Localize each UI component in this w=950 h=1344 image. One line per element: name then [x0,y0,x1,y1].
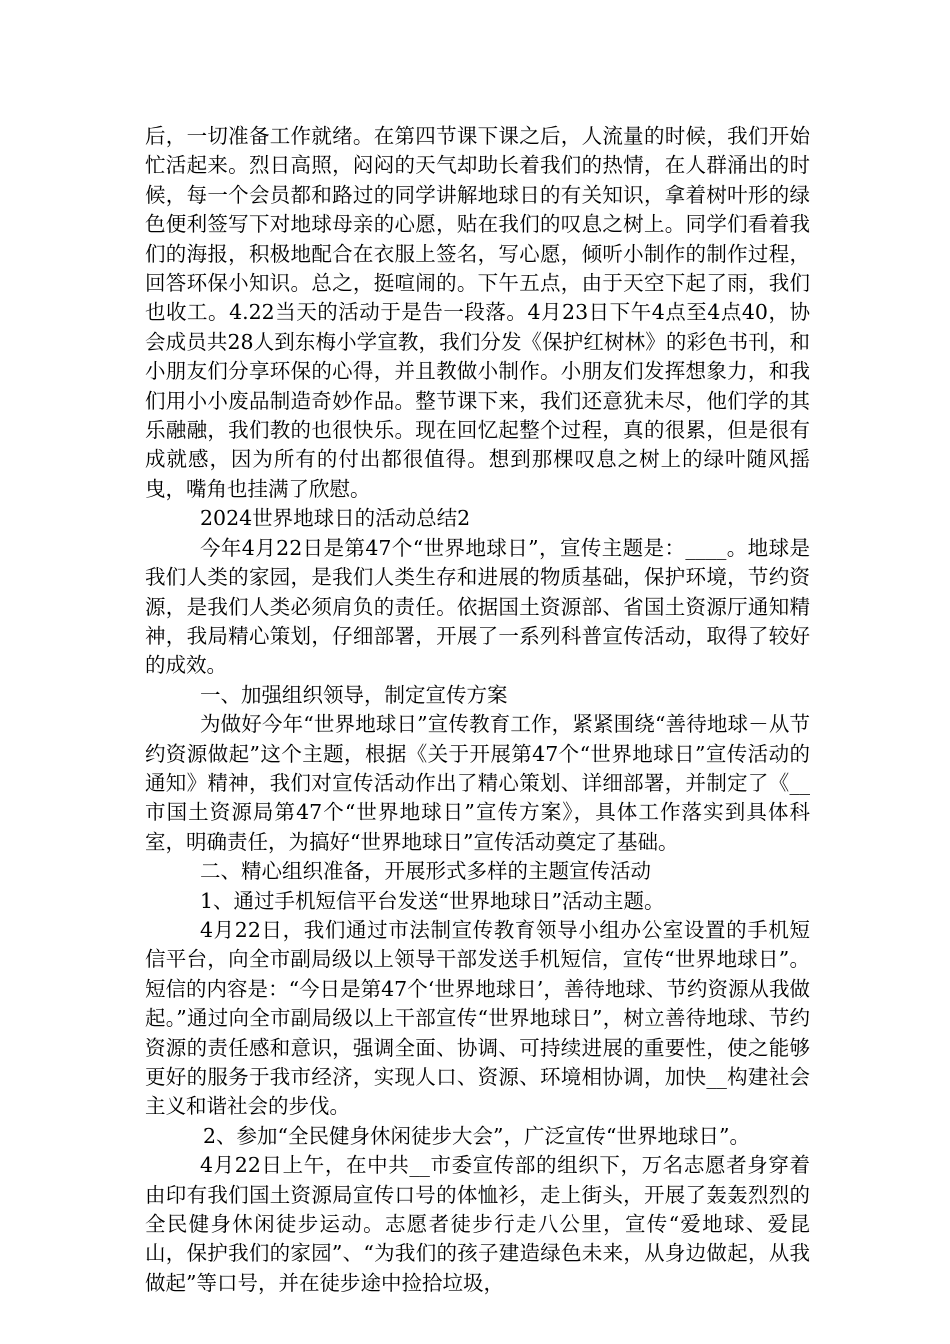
paragraph-publicity-plan: 为做好今年“世界地球日”宣传教育工作，紧紧围绕“善待地球－从节约资源做起”这个主题，根据《关于开展第47个“世界地球日”宣传活动的通知》精神，我们对宣传活动作出了精心策划、详细部署，并制定了《__市国土资源局第47个“世界地球日”宣传方案》，具体工作落实到具体科室，明确责任，为搞好“世界地球日”宣传活动奠定了基础。 [145,712,810,854]
section-title-summary-2: 2024世界地球日的活动总结2 [200,506,471,531]
paragraph-sms-details: 4月22日，我们通过市法制宣传教育领导小组办公室设置的手机短信平台，向全市副局级以上领导干部发送手机短信，宣传“世界地球日”。短信的内容是：“今日是第47个‘世界地球日’，善待地球、节约资源从我做起。”通过向全市副局级以上干部宣传“世界地球日”，树立善待地球、节约资源的责任感和意识，强调全面、协调、可持续进展的重要性，使之能够更好的服务于我市经济，实现人口、资源、环境相协调，加快__构建社会主义和谐社会的步伐。 [145,917,810,1119]
heading-organization-leadership: 一、加强组织领导，制定宣传方案 [200,682,508,707]
document-body [145,122,810,1298]
subheading-hiking-event: 2、参加“全民健身休闲徒步大会”，广泛宣传“世界地球日”。 [203,1123,750,1148]
heading-theme-activities: 二、精心组织准备，开展形式多样的主题宣传活动 [200,859,651,884]
paragraph-hiking-details: 4月22日上午，在中共__市委宣传部的组织下，万名志愿者身穿着由印有我们国土资源局宣传口号的体恤衫，走上街头，开展了轰轰烈烈的全民健身休闲徒步运动。志愿者徒步行走八公里，宣传“爱地球、爱昆山，保护我们的家园”、“为我们的孩子建造绿色未来，从身边做起，从我做起”等口号，并在徒步途中捡拾垃圾， [145,1153,810,1295]
subheading-sms-platform: 1、通过手机短信平台发送“世界地球日”活动主题。 [200,888,665,913]
paragraph-activity-recap: 后，一切准备工作就绪。在第四节课下课之后，人流量的时候，我们开始忙活起来。烈日高照，闷闷的天气却助长着我们的热情，在人群涌出的时候，每一个会员都和路过的同学讲解地球日的有关知识，拿着树叶形的绿色便利签写下对地球母亲的心愿，贴在我们的叹息之树上。同学们看着我们的海报，积极地配合在衣服上签名，写心愿，倾听小制作的制作过程，回答环保小知识。总之，挺喧闹的。下午五点，由于天空下起了雨，我们也收工。4.22当天的活动于是告一段落。4月23日下午4点至4点40，协会成员共28人到东梅小学宣教，我们分发《保护红树林》的彩色书刊，和小朋友们分享环保的心得，并且教做小制作。小朋友们发挥想象力，和我们用小小废品制造奇妙作品。整节课下来，我们还意犹未尽，他们学的其乐融融，我们教的也很快乐。现在回忆起整个过程，真的很累，但是很有成就感，因为所有的付出都很值得。想到那棵叹息之树上的绿叶随风摇曳，嘴角也挂满了欣慰。 [145,124,810,501]
paragraph-introduction: 今年4月22日是第47个“世界地球日”，宣传主题是：____。地球是我们人类的家园，是我们人类生存和进展的物质基础，保护环境，节约资源，是我们人类必须肩负的责任。依据国土资源部、省国土资源厅通知精神，我局精心策划，仔细部署，开展了一系列科普宣传活动，取得了较好的成效。 [145,535,810,678]
